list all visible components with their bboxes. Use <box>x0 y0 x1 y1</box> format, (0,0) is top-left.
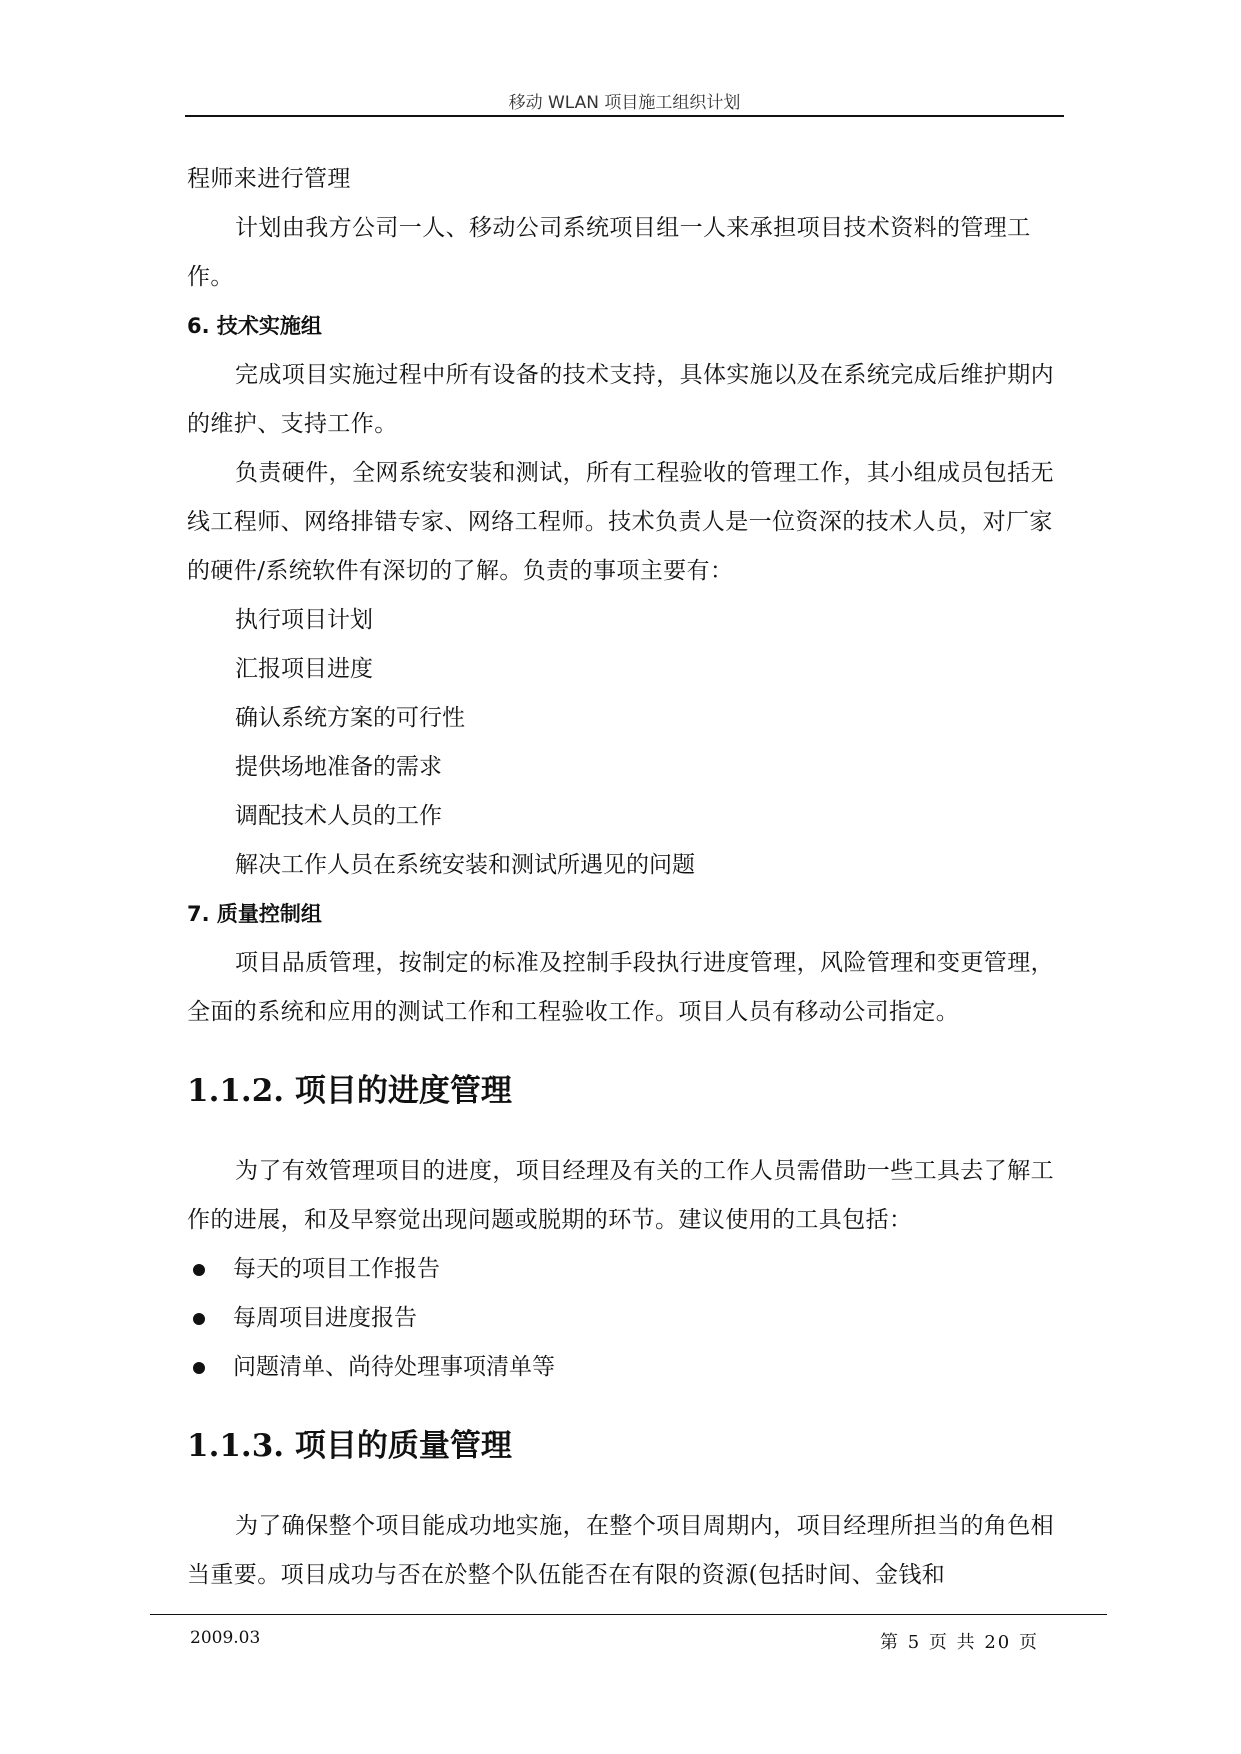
bullet-text: 每天的项目工作报告 <box>233 1256 440 1282</box>
list-item: 提供场地准备的需求 <box>235 754 442 780</box>
footer-date: 2009.03 <box>190 1628 261 1648</box>
page-header: 移动 WLAN 项目施工组织计划 <box>508 93 741 113</box>
document-body <box>187 155 1067 1600</box>
bullet-icon <box>193 1362 205 1374</box>
subheading-tech-team: 6. 技术实施组 <box>187 314 322 338</box>
header-rule <box>185 115 1064 117</box>
list-item: 确认系统方案的可行性 <box>235 705 465 731</box>
section-heading-quality: 1.1.3. 项目的质量管理 <box>187 1428 512 1464</box>
paragraph: 计划由我方公司一人、移动公司系统项目组一人来承担项目技术资料的管理工作。 <box>187 215 1031 290</box>
paragraph: 负责硬件，全网系统安装和测试，所有工程验收的管理工作，其小组成员包括无线工程师、网络排错专家、网络工程师。技术负责人是一位资深的技术人员，对厂家的硬件/系统软件有深切的了解。负责的事项主要有： <box>187 460 1054 584</box>
paragraph: 程师来进行管理 <box>187 166 351 192</box>
paragraph: 为了有效管理项目的进度，项目经理及有关的工作人员需借助一些工具去了解工作的进展，和及早察觉出现问题或脱期的环节。建议使用的工具包括： <box>187 1158 1054 1233</box>
footer-page-number: 第 5 页 共 20 页 <box>880 1632 1039 1653</box>
footer-rule <box>150 1614 1107 1615</box>
bullet-item <box>187 1294 1067 1343</box>
bullet-item <box>187 1343 1067 1392</box>
list-item: 执行项目计划 <box>235 607 373 633</box>
list-item: 解决工作人员在系统安装和测试所遇见的问题 <box>235 852 695 878</box>
bullet-icon <box>193 1264 205 1276</box>
bullet-text: 问题清单、尚待处理事项清单等 <box>233 1354 555 1380</box>
section-heading-schedule: 1.1.2. 项目的进度管理 <box>187 1073 512 1109</box>
subheading-quality-team: 7. 质量控制组 <box>187 902 322 926</box>
paragraph: 为了确保整个项目能成功地实施，在整个项目周期内，项目经理所担当的角色相当重要。项目成功与否在於整个队伍能否在有限的资源(包括时间、金钱和 <box>187 1513 1054 1588</box>
bullet-item <box>187 1245 1067 1294</box>
bullet-icon <box>193 1313 205 1325</box>
list-item: 调配技术人员的工作 <box>235 803 442 829</box>
bullet-text: 每周项目进度报告 <box>233 1305 417 1331</box>
list-item: 汇报项目进度 <box>235 656 373 682</box>
paragraph: 完成项目实施过程中所有设备的技术支持，具体实施以及在系统完成后维护期内的维护、支持工作。 <box>187 362 1054 437</box>
paragraph: 项目品质管理，按制定的标准及控制手段执行进度管理，风险管理和变更管理，全面的系统和应用的测试工作和工程验收工作。项目人员有移动公司指定。 <box>187 950 1054 1025</box>
